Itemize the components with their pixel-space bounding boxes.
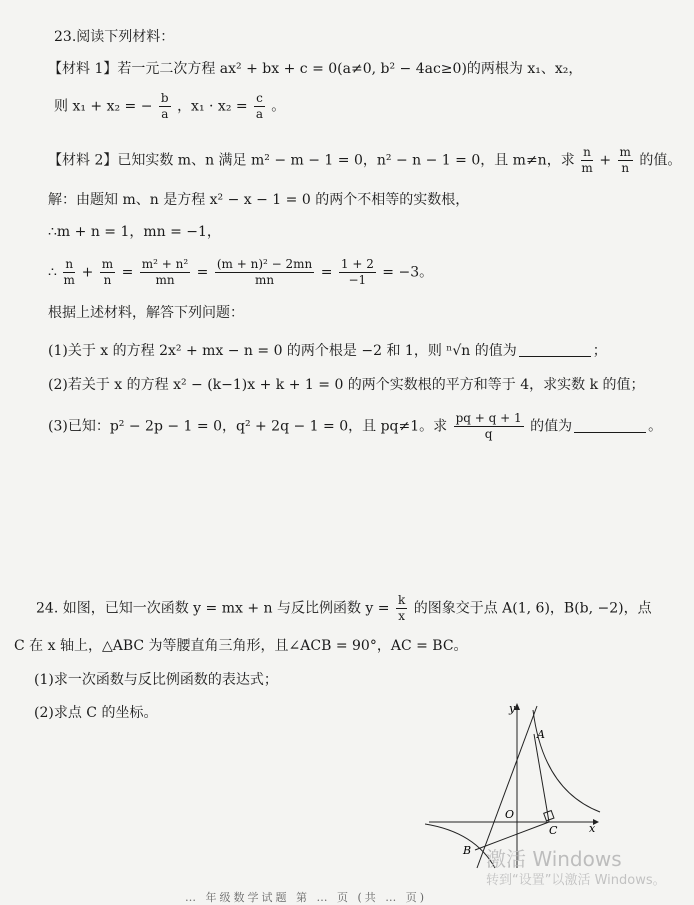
sol3-eq1: = [121, 264, 134, 281]
q23-intro: 根据上述材料，解答下列问题： [48, 305, 244, 321]
sol3-pre: ∴ [48, 264, 57, 281]
m1-frac2-den: a [255, 107, 263, 122]
sol3-f1-num: n [63, 258, 75, 273]
m2-frac1-den: m [581, 161, 593, 176]
part3-mid: 的值为 [530, 418, 573, 435]
label-y: y [509, 702, 516, 715]
q23-solution-line2: ∴m + n = 1，mn = −1， [48, 224, 221, 240]
sol3-f5-den: −1 [348, 273, 367, 288]
answer-blank [519, 356, 591, 357]
q24-part1: (1)求一次函数与反比例函数的表达式； [34, 672, 278, 688]
sol3-f4-num: (m + n)² − 2mn [215, 258, 314, 273]
m2-pre: 【材料 2】已知实数 m、n 满足 m² − m − 1 = 0，n² − n − 1 = 0，且 m≠n，求 [48, 152, 575, 169]
q23-solution-line1: 解：由题知 m、n 是方程 x² − x − 1 = 0 的两个不相等的实数根， [48, 192, 470, 208]
p3-frac-num: pq + q + 1 [454, 412, 524, 427]
fraction [100, 258, 115, 287]
sol3-f2-den: n [103, 273, 112, 288]
fraction [140, 258, 190, 287]
m2-plus: + [599, 152, 612, 169]
q23-part2: (2)若关于 x 的方程 x² − (k−1)x + k + 1 = 0 的两个实数根的平方和等于 4，求实数 k 的值； [48, 377, 645, 393]
sol3-f1-den: m [63, 273, 75, 288]
q24-line1-pre: 24. 如图，已知一次函数 y = mx + n 与反比例函数 y = [36, 600, 390, 617]
m1-frac2-num: c [254, 92, 265, 107]
sol3-f3-den: mn [155, 273, 175, 288]
page-footer: … 年级数学试题 第 … 页 (共 … 页) [185, 891, 428, 904]
m1-line2-pre: 则 x₁ + x₂ = − [54, 98, 153, 115]
q24-part2: (2)求点 C 的坐标。 [34, 705, 158, 721]
label-point-b: B [463, 844, 472, 857]
label-point-a: A [537, 728, 545, 741]
m1-line2-end: 。 [271, 98, 286, 115]
q24-line2: C 在 x 轴上，△ABC 为等腰直角三角形，且∠ACB = 90°，AC = BC。 [14, 638, 468, 654]
q23-material1-line2 [54, 92, 285, 121]
m1-frac1-num: b [159, 92, 171, 107]
fraction-pq-expression [454, 412, 524, 441]
sol3-f5-num: 1 + 2 [339, 258, 376, 273]
fraction-c-over-a [254, 92, 265, 121]
sol3-f2-num: m [100, 258, 115, 273]
q23-solution-line3 [48, 258, 433, 287]
fraction [215, 258, 314, 287]
q23-part3 [48, 412, 662, 441]
sol3-plus: + [81, 264, 94, 281]
q24-frac-num: k [396, 594, 407, 609]
q24-line1 [36, 594, 652, 623]
fraction-b-over-a [159, 92, 171, 121]
part3-pre: (3)已知：p² − 2p − 1 = 0，q² + 2q − 1 = 0，且 pq≠1。求 [48, 418, 448, 435]
m2-frac2-den: n [621, 161, 630, 176]
m1-frac1-den: a [161, 107, 169, 122]
sol3-end: = −3。 [382, 264, 434, 281]
sol3-f3-num: m² + n² [140, 258, 190, 273]
windows-activation-watermark: 激活 Windows [486, 847, 622, 871]
p3-frac-den: q [484, 427, 493, 442]
fraction-m-over-n [618, 146, 633, 175]
fraction-n-over-m [581, 146, 593, 175]
hyperbola-branch-upper [533, 710, 600, 812]
sol3-eq2: = [196, 264, 209, 281]
fraction-k-over-x [396, 594, 407, 623]
m2-frac1-num: n [581, 146, 593, 161]
label-x: x [589, 822, 596, 835]
q23-material2 [48, 146, 681, 175]
label-origin: O [505, 808, 515, 821]
q23-material1-line1: 【材料 1】若一元二次方程 ax² + bx + c = 0(a≠0, b² − 4ac≥0)的两根为 x₁、x₂， [48, 61, 583, 77]
part1-text: (1)关于 x 的方程 2x² + mx − n = 0 的两个根是 −2 和 1，则 ⁿ√n 的值为 [48, 343, 517, 359]
q24-frac-den: x [398, 609, 405, 624]
part1-end: ； [592, 343, 607, 359]
answer-blank [574, 432, 646, 433]
sol3-eq3: = [320, 264, 333, 281]
m1-line2-mid: ，x₁ · x₂ = [177, 98, 248, 115]
m2-frac2-num: m [618, 146, 633, 161]
label-point-c: C [549, 824, 558, 837]
q24-line1-end: 的图象交于点 A(1, 6)，B(b, −2)，点 [413, 600, 652, 617]
q23-title: 23.阅读下列材料： [54, 29, 175, 45]
windows-activation-hint: 转到“设置”以激活 Windows。 [486, 873, 666, 888]
fraction [63, 258, 75, 287]
m2-end: 的值。 [639, 152, 682, 169]
sol3-f4-den: mn [254, 273, 275, 288]
part3-end: 。 [648, 418, 663, 435]
fraction [339, 258, 376, 287]
q23-part1 [48, 344, 607, 358]
